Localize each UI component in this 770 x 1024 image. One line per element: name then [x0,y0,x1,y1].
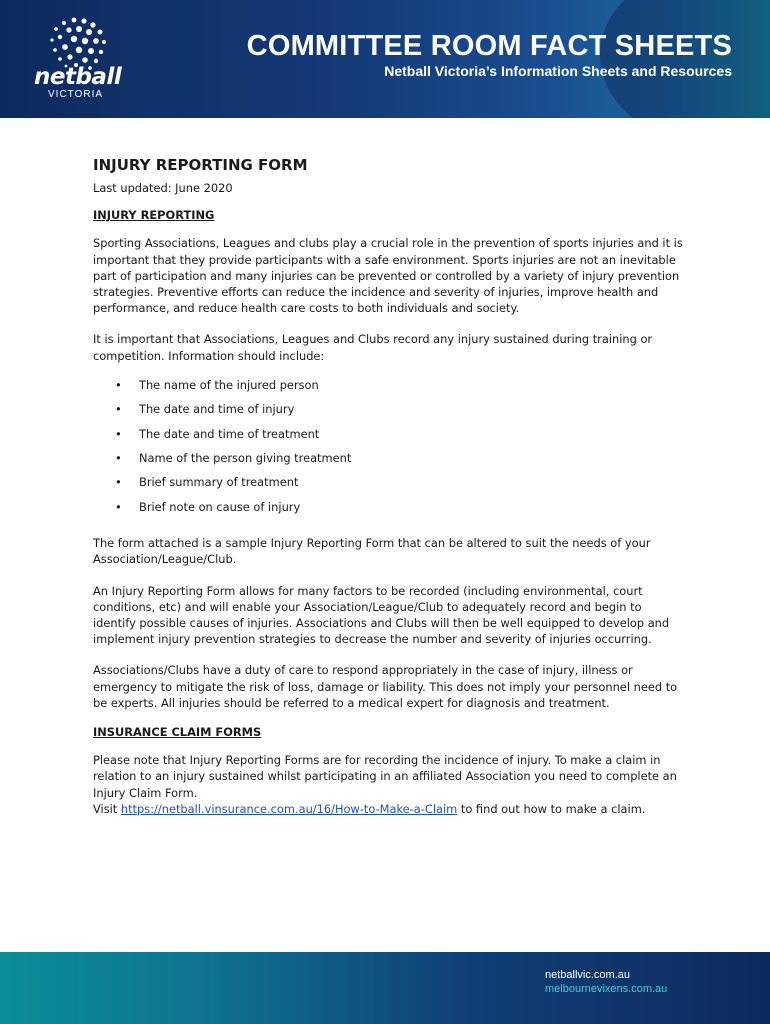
list-item: • The date and time of treatment [115,426,320,441]
paragraph-duty-of-care: Associations/Clubs have a duty of care to respond appropriately in the case of injury, illness or emergency to mitigate the risk of loss, damage or liability. This does not imply your personnel need to be experts. All injuries should be referred to a medical expert for diagnosis and treatment. [93,663,678,710]
paragraph-sample-form: The form attached is a sample Injury Reporting Form that can be altered to suit the needs of your Association/League/Club. [93,536,651,567]
logo-subtext: VICTORIA [48,89,104,100]
bullet-icon: • [115,402,122,417]
list-item: • Brief summary of treatment [115,475,299,490]
section-heading-injury-reporting: INJURY REPORTING [93,208,215,223]
footer-banner [0,952,770,1024]
footer-site-vixens[interactable]: melbournevixens.com.au [545,983,668,995]
bullet-icon: • [115,451,122,465]
list-item: • The name of the injured person [115,377,319,392]
document-title: INJURY REPORTING FORM [93,156,308,174]
last-updated: Last updated: June 2020 [93,181,233,195]
list-item: • The date and time of injury [115,402,295,417]
bullet-icon: • [115,426,122,441]
logo-wordmark: netball [34,64,122,90]
document-body [93,156,683,817]
bullet-icon: • [115,475,122,490]
visit-line: Visit https://netball.vinsurance.com.au/16/How-to-Make-a-Claim to find out how to make a claim. [93,801,646,816]
info-bullet-list [93,377,683,523]
paragraph-claim-info: Please note that Injury Reporting Forms are for recording the incidence of injury. To make a claim in relation to an injury sustained whilst participating in an affiliated Association you need to complete an Injury Claim Form. [93,753,677,800]
footer-site-netballvic[interactable]: netballvic.com.au [545,969,630,981]
header-title: COMMITTEE ROOM FACT SHEETS [246,30,732,62]
header-subtitle: Netball Victoria’s Information Sheets and Resources [384,63,732,79]
bullet-icon: • [115,499,122,514]
paragraph-intro: Sporting Associations, Leagues and clubs play a crucial role in the prevention of sports injuries and it is important that they provide participants with a safe environment. Sports injuries are not an inevitable part of participation and many injuries can be prevented or controlled by a variety of injury prevention strategies. Preventive efforts can reduce the incidence and severity of injuries, improve health and performance, and reduce health care costs to both individuals and society. [93,236,683,316]
claim-link[interactable]: https://netball.vinsurance.com.au/16/How-to-Make-a-Claim [120,801,458,816]
section-heading-insurance-claim: INSURANCE CLAIM FORMS [93,725,262,739]
header-banner [0,0,770,118]
bullet-icon: • [115,377,122,392]
list-item: • Brief note on cause of injury [115,499,301,514]
paragraph-form-benefits: An Injury Reporting Form allows for many factors to be recorded (including environmental, court conditions, etc) and will enable your Association/League/Club to adequately record and begin to identify possible causes of injuries. Associations and Clubs will then be well equipped to develop and implement injury prevention strategies to decrease the number and severity of injuries occurring. [93,583,670,647]
paragraph-record-info: It is important that Associations, Leagues and Clubs record any injury sustained during training or competition. Information should include: [93,332,653,363]
list-item: • Name of the person giving treatment [115,451,352,465]
